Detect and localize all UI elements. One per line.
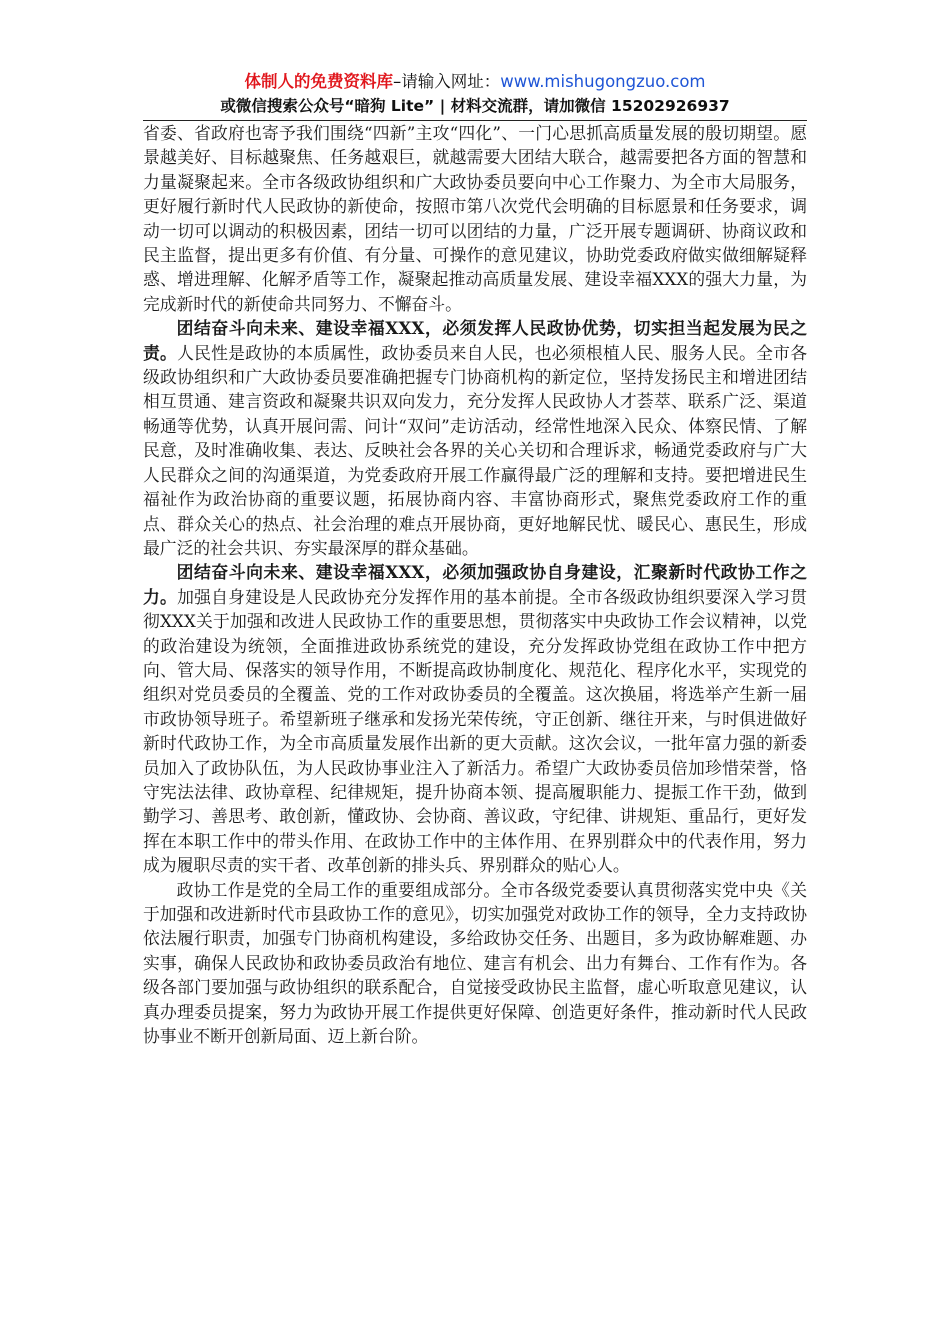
page-header	[143, 70, 807, 118]
header-line-1	[143, 70, 807, 94]
document-body	[143, 121, 807, 1048]
paragraph-2-text: 人民性是政协的本质属性，政协委员来自人民，也必须根植人民、服务人民。全市各级政协组织和广大政协委员要准确把握专门协商机构的新定位，坚持发扬民主和增进团结相互贯通、建言资政和凝聚共识双向发力，充分发挥人民政协人才荟萃、联系广泛、渠道畅通等优势，认真开展问需、问计“双问”走访活动，经常性地深入民众、体察民情、了解民意，及时准确收集、表达、反映社会各界的关心关切和合理诉求，畅通党委政府与广大人民群众之间的沟通渠道，为党委政府开展工作赢得最广泛的理解和支持。要把增进民生福祉作为政治协商的重要议题，拓展协商内容、丰富协商形式，聚焦党委政府工作的重点、群众关心的热点、社会治理的难点开展协商，更好地解民忧、暖民心、惠民生，形成最广泛的社会共识、夯实最深厚的群众基础。	[143, 342, 807, 558]
paragraph-2-lead: 团结奋斗向未来、建设幸福XXX，必须发挥人民政协优势，切实担当起发展为民之责。	[143, 318, 807, 363]
paragraph-3-lead: 团结奋斗向未来、建设幸福XXX，必须加强政协自身建设，汇聚新时代政协工作之力。	[143, 562, 807, 607]
header-brand: 体制人的免费资料库	[244, 72, 393, 91]
body-paragraph-1	[143, 121, 807, 316]
header-site-prompt: –请输入网址：	[392, 72, 501, 91]
paragraph-4-text: 政协工作是党的全局工作的重要组成部分。全市各级党委要认真贯彻落实党中央《关于加强和改进新时代市县政协工作的意见》，切实加强党对政协工作的领导，全力支持政协依法履行职责，加强专门协商机构建设，多给政协交任务、出题目，多为政协解难题、办实事，确保人民政协和政协委员政治有地位、建言有机会、出力有舞台、工作有作为。各级各部门要加强与政协组织的联系配合，自觉接受政协民主监督，虚心听取意见建议，认真办理委员提案，努力为政协开展工作提供更好保障、创造更好条件，推动新时代人民政协事业不断开创新局面、迈上新台阶。	[143, 879, 807, 1047]
body-paragraph-3	[143, 560, 807, 877]
header-url-link[interactable]: www.mishugongzuo.com	[500, 72, 706, 91]
paragraph-3-text: 加强自身建设是人民政协充分发挥作用的基本前提。全市各级政协组织要深入学习贯彻XXX关于加强和改进人民政协工作的重要思想，贯彻落实中央政协工作会议精神，以党的政治建设为统领，全面推进政协系统党的建设，充分发挥政协党组在政协工作中把方向、管大局、保落实的领导作用，不断提高政协制度化、规范化、程序化水平，实现党的组织对党员委员的全覆盖、党的工作对政协委员的全覆盖。这次换届，将选举产生新一届市政协领导班子。希望新班子继承和发扬光荣传统，守正创新、继往开来，与时俱进做好新时代政协工作，为全市高质量发展作出新的更大贡献。这次会议，一批年富力强的新委员加入了政协队伍，为人民政协事业注入了新活力。希望广大政协委员倍加珍惜荣誉，恪守宪法法律、政协章程、纪律规矩，提升协商本领、提高履职能力、提振工作干劲，做到勤学习、善思考、敢创新，懂政协、会协商、善议政，守纪律、讲规矩、重品行，更好发挥在本职工作中的带头作用、在政协工作中的主体作用、在界别群众中的代表作用，努力成为履职尽责的实干者、改革创新的排头兵、界别群众的贴心人。	[143, 586, 807, 876]
header-line-2: 或微信搜索公众号“暗狗 Lite” | 材料交流群，请加微信 15202926937	[220, 97, 730, 115]
body-paragraph-4	[143, 878, 807, 1049]
body-paragraph-2	[143, 316, 807, 560]
paragraph-1-text: 省委、省政府也寄予我们围绕“四新”主攻“四化”、一门心思抓高质量发展的殷切期望。愿景越美好、目标越聚焦、任务越艰巨，就越需要大团结大联合，越需要把各方面的智慧和力量凝聚起来。全市各级政协组织和广大政协委员要向中心工作聚力、为全市大局服务，更好履行新时代人民政协的新使命，按照市第八次党代会明确的目标愿景和任务要求，调动一切可以调动的积极因素，团结一切可以团结的力量，广泛开展专题调研、协商议政和民主监督，提出更多有价值、有分量、可操作的意见建议，协助党委政府做实做细解疑释惑、增进理解、化解矛盾等工作，凝聚起推动高质量发展、建设幸福XXX的强大力量，为完成新时代的新使命共同努力、不懈奋斗。	[143, 123, 807, 314]
